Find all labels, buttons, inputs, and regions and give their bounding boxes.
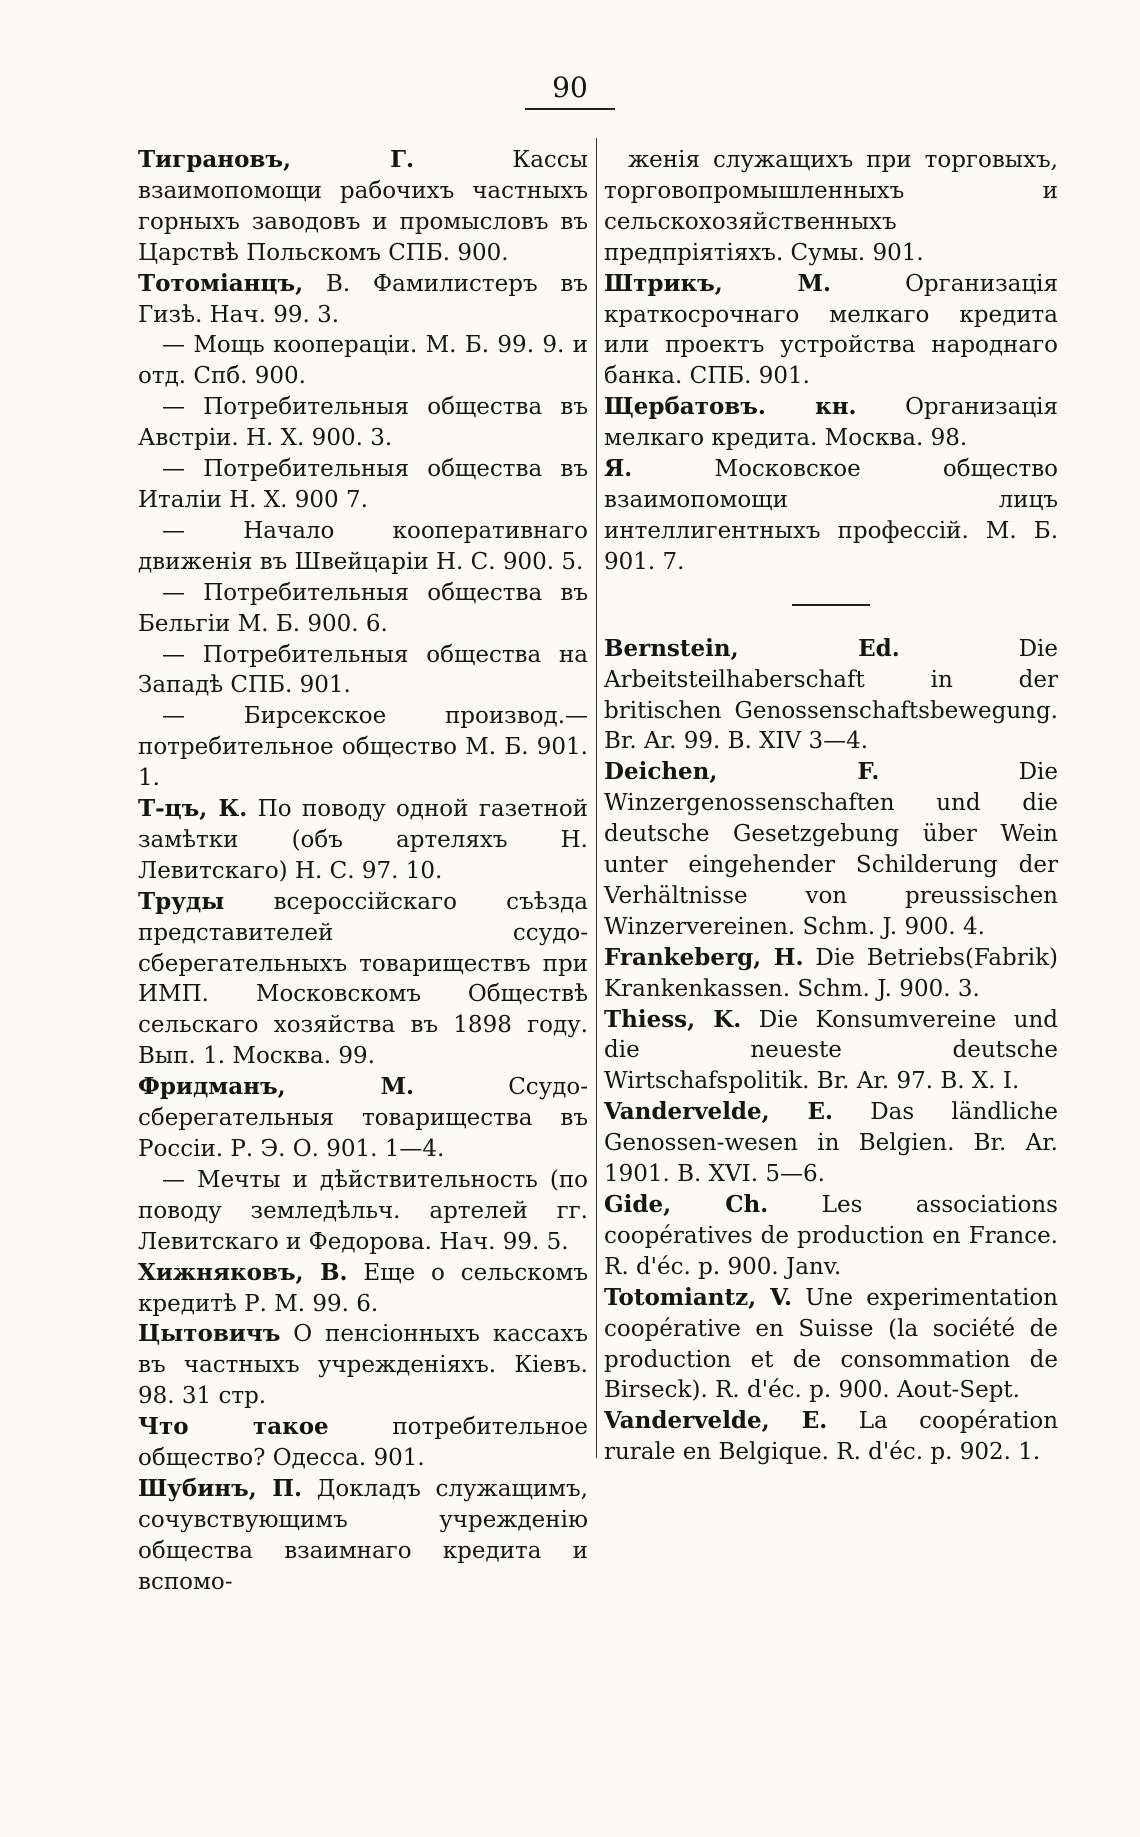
bibliography-entry bbox=[604, 943, 1058, 1005]
bibliography-entry bbox=[138, 1258, 588, 1320]
entry-author: Totomiantz, V. bbox=[604, 1283, 792, 1311]
entry-text: Das ländliche Genossen-wesen in Belgien. Br. Ar. 1901. B. XVI. 5—6. bbox=[604, 1099, 1058, 1188]
bibliography-entry bbox=[138, 887, 588, 1072]
entry-text: Кассы взаимопомощи рабочихъ частныхъ горныхъ заводовъ и промысловъ въ Царствѣ Польскомъ СПБ. 900. bbox=[138, 147, 588, 266]
entry-text: потребительное общество? Одесса. 901. bbox=[138, 1414, 589, 1472]
entry-text: Ссудо-сберегательныя товарищества въ Россіи. Р. Э. О. 901. 1—4. bbox=[138, 1074, 588, 1162]
entry-author: Bernstein, Ed. bbox=[604, 634, 900, 662]
entry-author: Frankeberg, H. bbox=[604, 943, 804, 971]
bibliography-entry bbox=[138, 516, 588, 578]
entry-author: Тотоміанцъ, bbox=[138, 269, 304, 297]
entry-text: La coopération rurale en Belgique. R. d'éc. p. 902. 1. bbox=[604, 1408, 1059, 1466]
bibliography-entry bbox=[604, 145, 1058, 269]
entry-author: Vandervelde, E. bbox=[604, 1407, 828, 1435]
entry-author: Deichen, F. bbox=[604, 758, 880, 786]
entry-text: Die Konsumvereine und die neueste deutsche Wirtschafspolitik. Br. Ar. 97. B. X. I. bbox=[604, 1006, 1058, 1095]
bibliography-entry bbox=[138, 701, 588, 794]
entry-author: Шубинъ, П. bbox=[138, 1474, 302, 1502]
entry-text: Еще о сельскомъ кредитѣ Р. М. 99. 6. bbox=[138, 1259, 588, 1317]
entry-text: Организація мелкаго кредита. Москва. 98. bbox=[604, 394, 1058, 452]
bibliography-entry bbox=[138, 1474, 588, 1598]
entry-text: Les associations coopératives de production en France. R. d'éc. p. 900. Janv. bbox=[604, 1192, 1058, 1280]
column-divider bbox=[596, 138, 597, 1458]
foreign-entries bbox=[604, 634, 1058, 1468]
bibliography-entry bbox=[138, 1072, 588, 1165]
bibliography-entry bbox=[604, 1097, 1058, 1190]
bibliography-entry bbox=[138, 1165, 588, 1258]
entry-author: Я. bbox=[604, 455, 633, 483]
entry-text: В. Фамилистеръ въ Гизѣ. Нач. 99. 3. bbox=[138, 270, 588, 328]
entry-text: — Потребительныя общества на Западѣ СПБ. 901. bbox=[138, 641, 588, 699]
entry-text: — Потребительныя общества въ Италіи Н. Х. 900 7. bbox=[138, 456, 588, 513]
bibliography-entry bbox=[138, 145, 588, 269]
entry-text: Die Betriebs(Fabrik) Krankenkassen. Schm. J. 900. 3. bbox=[604, 944, 1059, 1002]
bibliography-entry bbox=[138, 640, 588, 702]
header-rule bbox=[525, 108, 615, 110]
left-column bbox=[138, 145, 588, 1598]
entry-text: Московское общество взаимопомощи лицъ интеллигентныхъ профессій. М. Б. 901. 7. bbox=[604, 456, 1058, 575]
entry-author: Vandervelde, E. bbox=[604, 1098, 834, 1126]
entry-text: — Потребительныя общества въ Австріи. Н. Х. 900. 3. bbox=[138, 394, 588, 452]
bibliography-entry bbox=[138, 454, 588, 516]
entry-text: — Начало кооперативнаго движенія въ Швейцаріи Н. С. 900. 5. bbox=[138, 517, 588, 575]
entry-text: — Потребительныя общества въ Бельгіи М. Б. 900. 6. bbox=[138, 579, 588, 637]
bibliography-entry bbox=[604, 1005, 1058, 1098]
entry-text: Организація краткосрочнаго мелкаго кредита или проектъ устройства народнаго банка. СПБ. 901. bbox=[604, 270, 1058, 390]
entry-author: Щербатовъ. кн. bbox=[604, 393, 857, 421]
entry-text: — Мощь коопераціи. М. Б. 99. 9. и отд. Спб. 900. bbox=[138, 332, 588, 390]
entry-text: О пенсіонныхъ кассахъ въ частныхъ учрежденіяхъ. Кіевъ. 98. 31 стр. bbox=[138, 1321, 588, 1410]
bibliography-entry bbox=[604, 1190, 1058, 1283]
bibliography-entry bbox=[604, 392, 1058, 454]
bibliography-entry bbox=[138, 578, 588, 640]
entry-text: Die Winzergenossenschaften und die deutsche Gesetzgebung über Wein unter eingehender Schilderung der Verhältnisse von preussischen Winzervereinen. Schm. J. 900. 4. bbox=[604, 759, 1058, 940]
entry-author: Штрикъ, М. bbox=[604, 269, 832, 297]
entry-author: Thiess, K. bbox=[604, 1005, 742, 1033]
entry-text: Докладъ служащимъ, сочувствующимъ учрежденію общества взаимнаго кредита и вспомо- bbox=[138, 1475, 588, 1595]
entry-author: Цытовичъ bbox=[138, 1320, 281, 1348]
page-number: 90 bbox=[552, 71, 588, 104]
section-separator bbox=[792, 604, 870, 606]
entry-author: Gide, Ch. bbox=[604, 1191, 769, 1218]
bibliography-entry bbox=[604, 634, 1058, 758]
right-column bbox=[604, 145, 1058, 1468]
entry-text: Die Arbeitsteilhaberschaft in der britischen Genossenschaftsbewegung. Br. Ar. 99. B. XIV 3—4. bbox=[604, 635, 1058, 755]
bibliography-entry bbox=[138, 1412, 588, 1474]
entry-text: По поводу одной газетной замѣтки (объ артеляхъ Н. Левитскаго) Н. С. 97. 10. bbox=[138, 796, 588, 884]
bibliography-entry bbox=[138, 330, 588, 392]
entry-text: Une experimentation coopérative en Suisse (la société de production et de consommation de Birseck). R. d'éc. p. 900. Aout-Sept. bbox=[604, 1284, 1058, 1404]
entry-author: Фридманъ, М. bbox=[138, 1073, 415, 1101]
bibliography-entry bbox=[604, 1283, 1058, 1407]
entry-text: — Мечты и дѣйствительность (по поводу земледѣльч. артелей гг. Левитскаго и Федорова. Нач. 99. 5. bbox=[138, 1166, 588, 1255]
bibliography-entry bbox=[138, 392, 588, 454]
entry-text: — Бирсекское производ.—потребительное общество М. Б. 901. 1. bbox=[138, 703, 588, 792]
bibliography-entry bbox=[604, 757, 1058, 942]
bibliography-entry bbox=[138, 269, 588, 331]
bibliography-entry bbox=[604, 269, 1058, 393]
bibliography-entry bbox=[604, 1406, 1058, 1468]
bibliography-entry bbox=[138, 794, 588, 887]
entry-text: женія служащихъ при торговыхъ, торговопромышленныхъ и сельскохозяйственныхъ предпріятіяхъ. Сумы. 901. bbox=[604, 147, 1058, 266]
entry-author: Тиграновъ, Г. bbox=[138, 146, 415, 173]
entry-author: Труды bbox=[138, 887, 225, 915]
entry-author: Т-цъ, К. bbox=[138, 795, 248, 823]
entry-author: Что такое bbox=[138, 1413, 329, 1441]
bibliography-entry bbox=[604, 454, 1058, 578]
russian-entries bbox=[604, 145, 1058, 578]
entry-text: всероссійскаго съѣзда представителей ссудо-сберегательныхъ товариществъ при ИМП. Московскомъ Обществѣ сельскаго хозяйства въ 1898 году. Вып. 1. Москва. 99. bbox=[138, 888, 588, 1070]
bibliography-entry bbox=[138, 1319, 588, 1412]
entry-author: Хижняковъ, В. bbox=[138, 1258, 348, 1286]
